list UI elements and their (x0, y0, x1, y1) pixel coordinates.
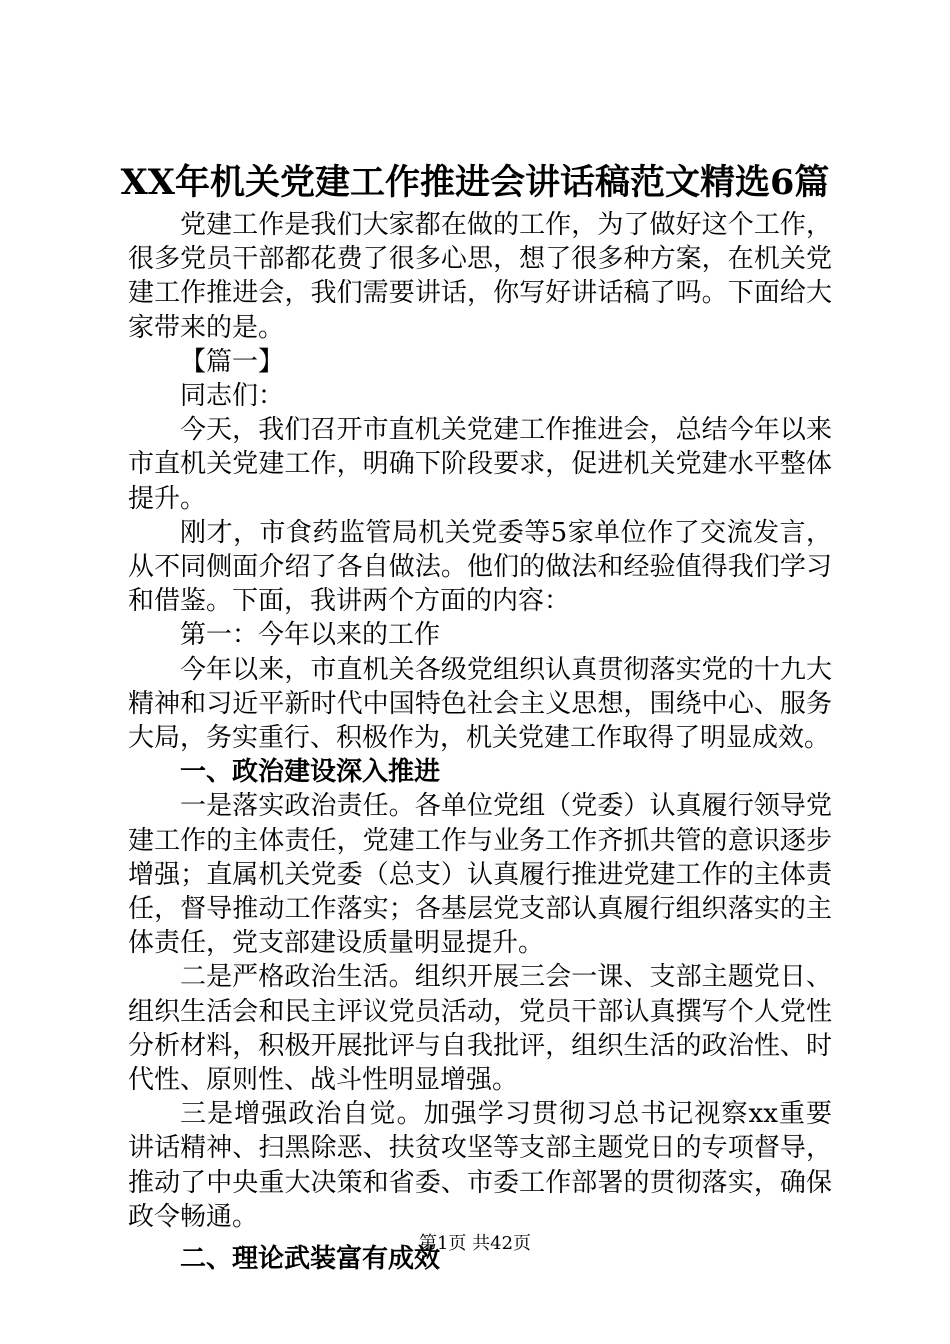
salutation: 同志们： (180, 381, 285, 412)
body-paragraph: 今年以来，市直机关各级党组织认真贯彻落实党的十九大精神和习近平新时代中国特色社会主义思想，围绕中心、服务大局，务实重行、积极作为，机关党建工作取得了明显成效。 (128, 654, 832, 754)
body-paragraph: 三是增强政治自觉。加强学习贯彻习总书记视察xx重要讲话精神、扫黑除恶、扶贫攻坚等支部主题党日的专项督导，推动了中央重大决策和省委、市委工作部署的贯彻落实，确保政令畅通。 (128, 1099, 832, 1232)
body-paragraph: 二是严格政治生活。组织开展三会一课、支部主题党日、组织生活会和民主评议党员活动，党员干部认真撰写个人党性分析材料，积极开展批评与自我批评，组织生活的政治性、时代性、原则性、战斗性明显增强。 (128, 962, 832, 1096)
document-body (128, 208, 832, 1276)
body-paragraph: 刚才，市食药监管局机关党委等5家单位作了交流发言，从不同侧面介绍了各自做法。他们的做法和经验值得我们学习和借鉴。下面，我讲两个方面的内容： (128, 517, 832, 617)
body-paragraph: 今天，我们召开市直机关党建工作推进会，总结今年以来市直机关党建工作，明确下阶段要求，促进机关党建水平整体提升。 (128, 415, 832, 514)
intro-paragraph: 党建工作是我们大家都在做的工作，为了做好这个工作，很多党员干部都花费了很多心思，想了很多种方案，在机关党建工作推进会，我们需要讲话，你写好讲话稿了吗。下面给大家带来的是。 (128, 210, 832, 343)
page-footer: 第1页 共42页 (418, 1233, 532, 1254)
section-heading: 一、政治建设深入推进 (180, 757, 441, 788)
section-marker: 【篇一】 (180, 346, 285, 377)
body-paragraph: 一是落实政治责任。各单位党组（党委）认真履行领导党建工作的主体责任，党建工作与业务工作齐抓共管的意识逐步增强；直属机关党委（总支）认真履行推进党建工作的主体责任，督导推动工作落实；各基层党支部认真履行组织落实的主体责任，党支部建设质量明显提升。 (128, 791, 832, 959)
subheading: 第一：今年以来的工作 (180, 620, 441, 651)
document-title: XX年机关党建工作推进会讲话稿范文精选6篇 (120, 162, 830, 203)
section-heading: 二、理论武装富有成效 (180, 1244, 441, 1275)
